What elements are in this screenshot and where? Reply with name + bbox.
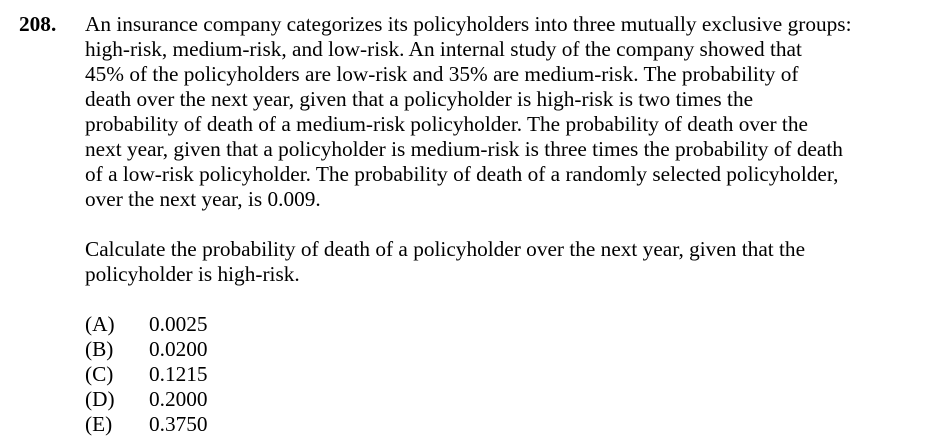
- choice-letter: (C): [85, 362, 114, 386]
- statement-line: over the next year, is 0.009.: [85, 187, 321, 211]
- answer-choice-a: [85, 312, 930, 337]
- problem-body: [85, 12, 930, 437]
- statement-line: of a low-risk policyholder. The probability of death of a randomly selected policyholder,: [85, 162, 839, 186]
- problem-statement: [85, 12, 930, 212]
- answer-choice-d: [85, 387, 930, 412]
- choice-letter: (B): [85, 337, 114, 361]
- choice-letter: (A): [85, 312, 115, 336]
- choice-value: 0.2000: [149, 387, 208, 411]
- choice-value: 0.3750: [149, 412, 208, 436]
- question-line: Calculate the probability of death of a policyholder over the next year, given that the: [85, 237, 806, 261]
- statement-line: death over the next year, given that a policyholder is high-risk is two times the: [85, 87, 754, 111]
- problem-number: 208.: [19, 12, 57, 36]
- choice-value: 0.1215: [149, 362, 208, 386]
- answer-choice-c: [85, 362, 930, 387]
- question-line: policyholder is high-risk.: [85, 262, 300, 286]
- statement-line: 45% of the policyholders are low-risk and 35% are medium-risk. The probability of: [85, 62, 799, 86]
- choice-value: 0.0200: [149, 337, 208, 361]
- statement-line: next year, given that a policyholder is medium-risk is three times the probability of death: [85, 137, 843, 161]
- answer-choice-b: [85, 337, 930, 362]
- statement-line: high-risk, medium-risk, and low-risk. An internal study of the company showed that: [85, 37, 802, 61]
- choice-letter: (E): [85, 412, 113, 436]
- answer-choice-e: [85, 412, 930, 437]
- question-prompt: [85, 237, 930, 287]
- choice-value: 0.0025: [149, 312, 208, 336]
- statement-line: probability of death of a medium-risk policyholder. The probability of death over the: [85, 112, 808, 136]
- choice-letter: (D): [85, 387, 115, 411]
- statement-line: An insurance company categorizes its policyholders into three mutually exclusive groups:: [85, 12, 852, 36]
- answer-choices: [85, 312, 930, 437]
